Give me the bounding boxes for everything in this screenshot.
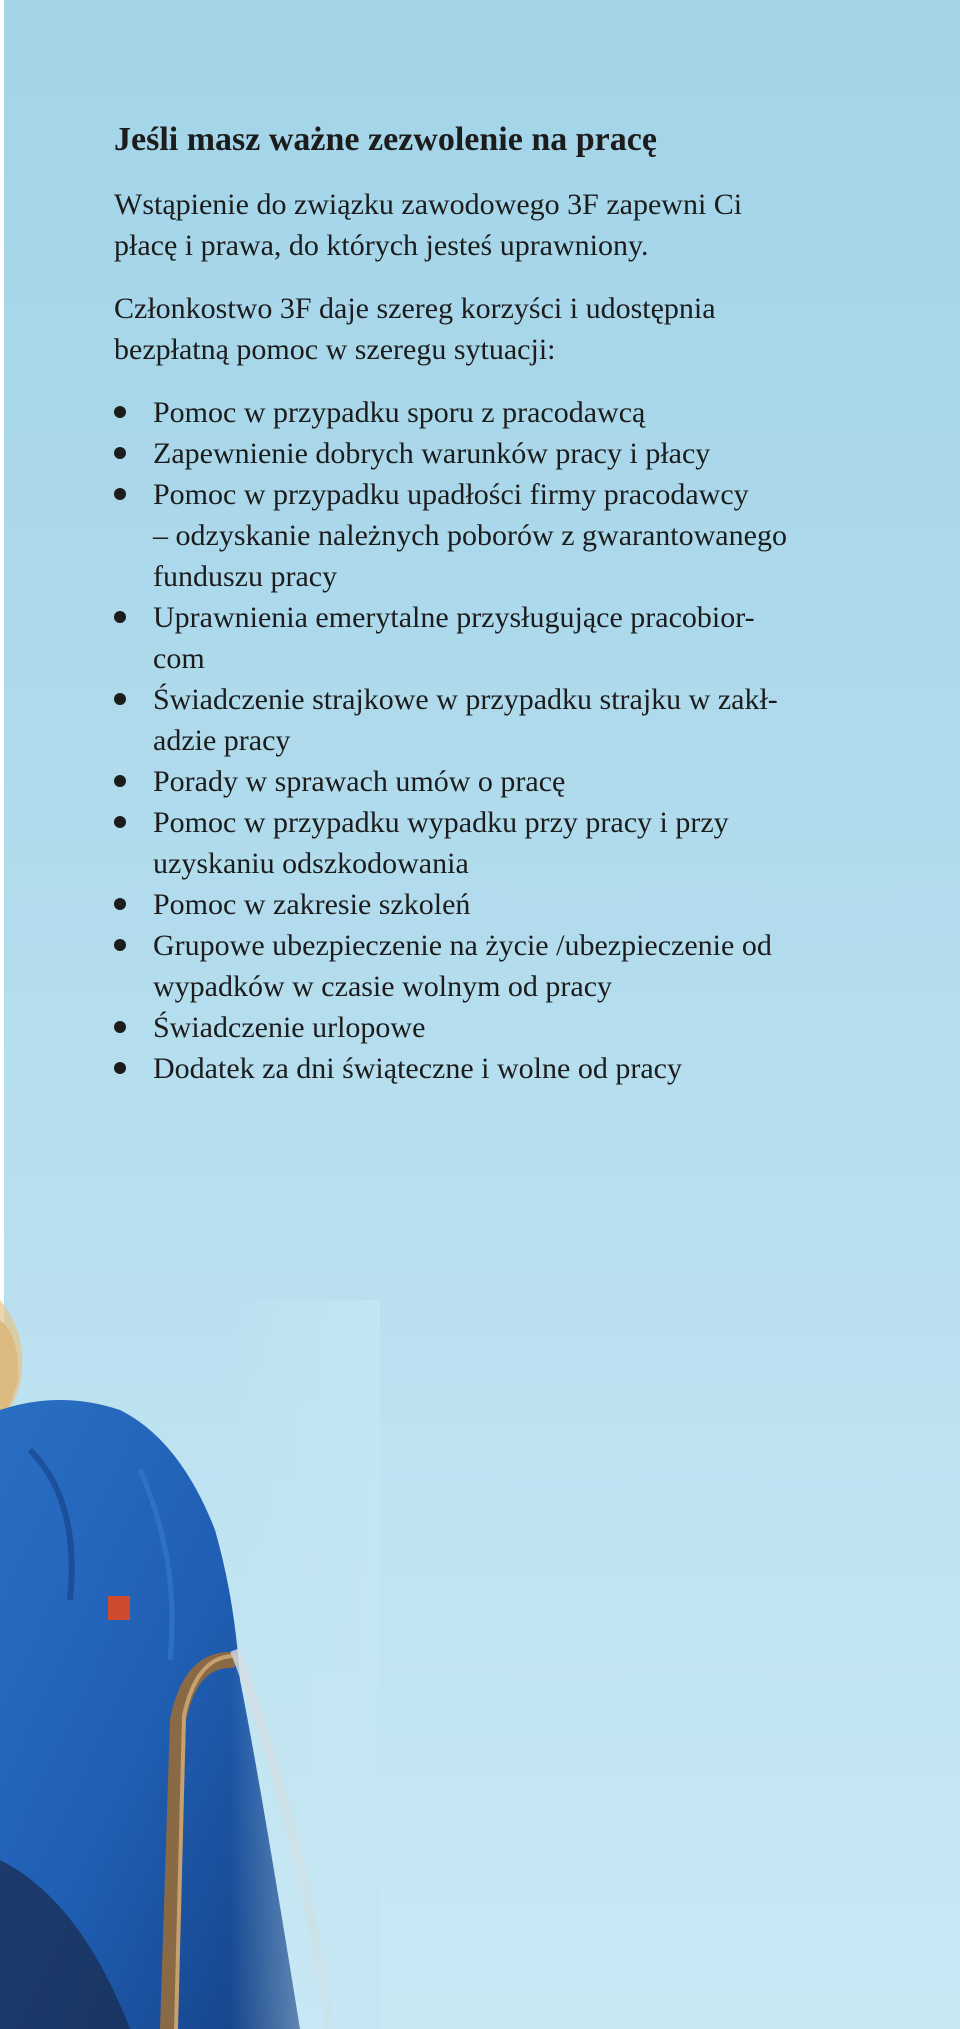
bullet-icon xyxy=(114,447,126,459)
list-item-line: uzyskaniu odszkodowania xyxy=(153,847,469,880)
list-item xyxy=(114,925,894,1007)
list-item-line: Pomoc w zakresie szkoleń xyxy=(153,888,471,921)
bullet-icon xyxy=(114,611,126,623)
hair-shape xyxy=(0,1300,22,1412)
list-item-line: Porady w sprawach umów o pracę xyxy=(153,765,566,798)
list-item-line: wypadków w czasie wolnym od pracy xyxy=(153,970,613,1003)
list-item-line: Pomoc w przypadku upadłości firmy pracodawcy xyxy=(153,478,749,511)
list-item-line: – odzyskanie należnych poborów z gwarantowanego xyxy=(153,519,787,552)
list-item-line: Świadczenie strajkowe w przypadku strajku w zakł- xyxy=(153,683,778,716)
list-item xyxy=(114,1007,894,1048)
paragraph-line: płacę i prawa, do których jesteś uprawniony. xyxy=(114,229,649,262)
list-item-line: Pomoc w przypadku sporu z pracodawcą xyxy=(153,396,646,429)
membership-paragraph xyxy=(114,288,894,370)
bullet-icon xyxy=(114,488,126,500)
logo-patch xyxy=(108,1596,130,1620)
list-item xyxy=(114,597,894,679)
content-column xyxy=(114,118,894,1089)
list-item xyxy=(114,761,894,802)
paragraph-line: Członkostwo 3F daje szereg korzyści i udostępnia xyxy=(114,292,716,325)
worker-photo xyxy=(0,1300,380,2029)
bullet-icon xyxy=(114,1062,126,1074)
bullet-icon xyxy=(114,775,126,787)
list-item xyxy=(114,884,894,925)
list-item xyxy=(114,474,894,597)
list-item xyxy=(114,433,894,474)
list-item-line: Grupowe ubezpieczenie na życie /ubezpieczenie od xyxy=(153,929,772,962)
list-item-line: Uprawnienia emerytalne przysługujące pracobior- xyxy=(153,601,755,634)
bullet-icon xyxy=(114,898,126,910)
bullet-icon xyxy=(114,939,126,951)
bullet-icon xyxy=(114,816,126,828)
list-item-line: Pomoc w przypadku wypadku przy pracy i przy xyxy=(153,806,729,839)
list-item xyxy=(114,679,894,761)
paragraph-line: bezpłatną pomoc w szeregu sytuacji: xyxy=(114,333,556,366)
list-item-line: com xyxy=(153,642,205,675)
list-item-line: funduszu pracy xyxy=(153,560,338,593)
list-item xyxy=(114,1048,894,1089)
list-item-line: Zapewnienie dobrych warunków pracy i płacy xyxy=(153,437,711,470)
bullet-icon xyxy=(114,1021,126,1033)
bullet-icon xyxy=(114,693,126,705)
benefits-list xyxy=(114,392,894,1089)
bullet-icon xyxy=(114,406,126,418)
list-item-line: adzie pracy xyxy=(153,724,291,757)
list-item xyxy=(114,802,894,884)
intro-paragraph xyxy=(114,184,894,266)
list-item-line: Dodatek za dni świąteczne i wolne od pracy xyxy=(153,1052,682,1085)
section-heading: Jeśli masz ważne zezwolenie na pracę xyxy=(114,121,657,158)
list-item-line: Świadczenie urlopowe xyxy=(153,1011,426,1044)
list-item xyxy=(114,392,894,433)
paragraph-line: Wstąpienie do związku zawodowego 3F zapewni Ci xyxy=(114,188,743,221)
